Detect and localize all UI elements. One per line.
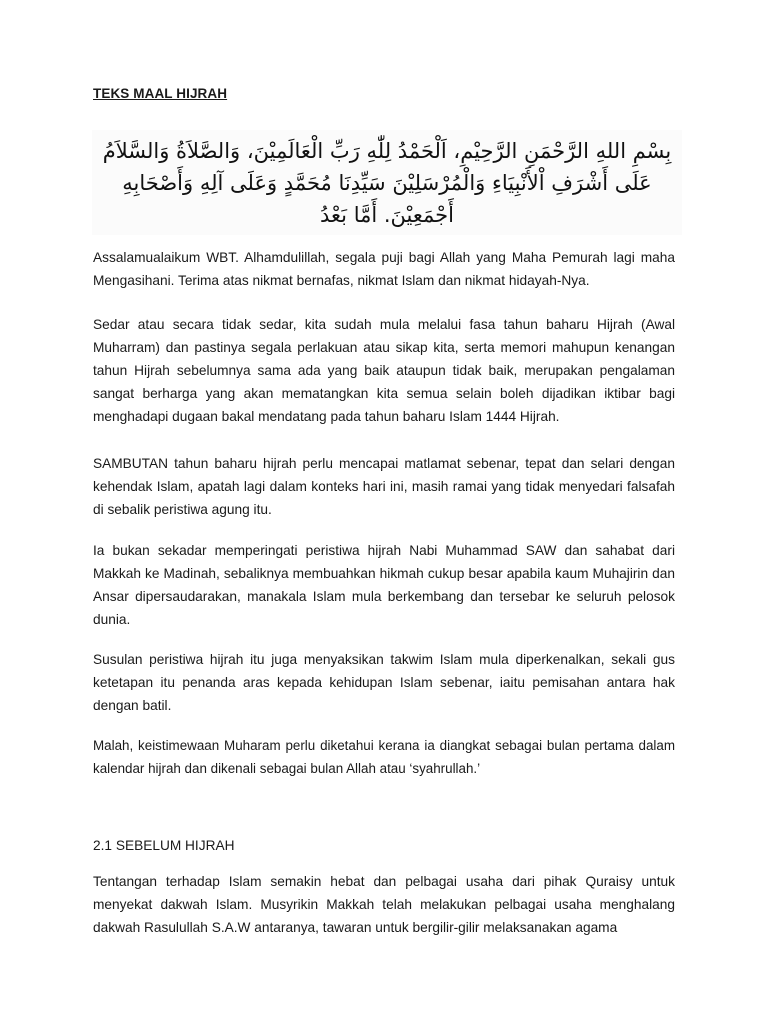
paragraph-sambutan: SAMBUTAN tahun baharu hijrah perlu mencapai matlamat sebenar, tepat dan selari dengan kehendak Islam, apatah lagi dalam konteks hari ini, masih ramai yang tidak menyedari falsafah di sebalik peristiwa agung itu. xyxy=(93,456,675,517)
paragraph-greeting: Assalamualaikum WBT. Alhamdulillah, segala puji bagi Allah yang Maha Pemurah lagi maha Mengasihani. Terima atas nikmat bernafas, nikmat Islam dan nikmat hidayah-Nya. xyxy=(93,250,675,288)
paragraph-peristiwa-hijrah: Ia bukan sekadar memperingati peristiwa hijrah Nabi Muhammad SAW dan sahabat dari Makkah ke Madinah, sebaliknya membuahkan hikmah cukup besar apabila kaum Muhajirin dan Ansar dipersaudarakan, manakala Islam mula berkembang dan tersebar ke seluruh pelosok dunia. xyxy=(93,543,675,627)
arabic-opening-image xyxy=(92,130,682,235)
document-title: TEKS MAAL HIJRAH xyxy=(93,86,228,101)
section-heading: 2.1 SEBELUM HIJRAH xyxy=(93,838,235,853)
paragraph-hijrah-intro: Sedar atau secara tidak sedar, kita sudah mula melalui fasa tahun baharu Hijrah (Awal Muharram) dan pastinya segala perlakuan atau sikap kita, serta memori mahupun kenangan tahun Hijrah sebelumnya sama ada yang baik ataupun tidak baik, merupakan pengalaman sangat berharga yang akan mematangkan kita semua selain boleh dijadikan iktibar bagi menghadapi dugaan bakal mendatang pada tahun baharu Islam 1444 Hijrah. xyxy=(93,317,675,424)
arabic-opening-text: بِسْمِ اللهِ الرَّحْمَنِ الرَّحِيْمِ، اَلْحَمْدُ لِلّٰهِ رَبِّ الْعَالَمِيْنَ، وَالصَّلاَةُ وَالسَّلاَمُ عَلَى أَشْرَفِ اْلأَنْبِيَاءِ وَالْمُرْسَلِيْنَ سَيِّدِنَا مُحَمَّدٍ وَعَلَى آلِهِ وَأَصْحَابِهِ أَجْمَعِيْنَ. أَمَّا بَعْدُ xyxy=(102,138,672,227)
paragraph-takwim-islam: Susulan peristiwa hijrah itu juga menyaksikan takwim Islam mula diperkenalkan, sekali gus ketetapan itu penanda aras kepada kehidupan Islam sebenar, iaitu pemisahan antara hak dengan batil. xyxy=(93,652,675,713)
paragraph-muharam: Malah, keistimewaan Muharam perlu diketahui kerana ia diangkat sebagai bulan pertama dalam kalendar hijrah dan dikenali sebagai bulan Allah atau ‘syahrullah.’ xyxy=(93,738,675,776)
paragraph-sebelum-hijrah: Tentangan terhadap Islam semakin hebat dan pelbagai usaha dari pihak Quraisy untuk menyekat dakwah Islam. Musyrikin Makkah telah melakukan pelbagai usaha menghalang dakwah Rasulullah S.A.W antaranya, tawaran untuk bergilir-gilir melaksanakan agama xyxy=(93,874,675,935)
